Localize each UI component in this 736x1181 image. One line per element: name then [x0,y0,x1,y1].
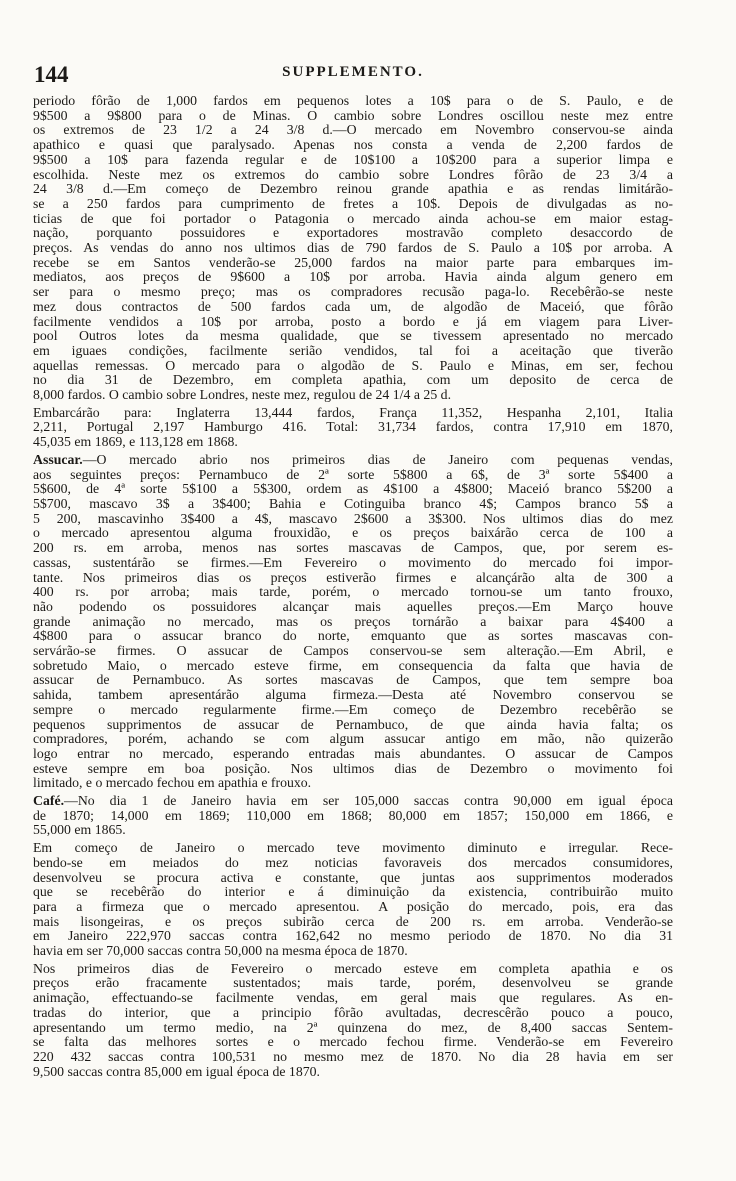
text-line [33,182,673,197]
text-line [33,94,673,109]
line-text: sobretudo Maio, o mercado esteve firme, em consequencia da falta que havia de [33,658,673,673]
text-line [33,241,673,256]
line-text: compradores, porém, achando se com algum assucar antigo em mão, não quizerão [33,732,673,747]
line-text: 55,000 em 1865. [33,823,126,838]
line-text: 5$600, de 4ª sorte 5$100 a 5$300, ordem as 4$100 a 4$800; Maceió branco 5$200 a [33,482,673,497]
line-text: logo entrar no mercado, esperando entradas mais abundantes. O assucar de Campos [33,746,673,761]
text-line [33,153,673,168]
line-text: em Janeiro 222,970 saccas contra 162,642 no mesmo periodo de 1870. No dia 31 [33,929,673,944]
line-text: 4$800 para o assucar branco do norte, emquanto que as sortes mascavas con- [33,629,673,644]
text-line [33,512,673,527]
line-text: em iguaes condições, facilmente serião vendidos, tal foi a aceitação que tiverão [33,343,673,358]
page-number: 144 [34,62,69,87]
line-text: sempre o mercado regularmente firme.—Em começo de Dezembro recebêrão se [33,702,673,717]
text-line [33,329,673,344]
line-text: de 1870; 14,000 em 1869; 110,000 em 1868; 80,000 em 1857; 150,000 em 1866, e [33,808,673,823]
line-text: ser para o mesmo preço; mas os compradores recusão paga-lo. Recebêrão-se neste [33,285,673,300]
text-line [33,359,673,374]
line-text: 9,500 saccas contra 85,000 em igual época de 1870. [33,1064,320,1079]
line-text: preços erão fracamente sustentados; mais tarde, porém, desenvolveu se grande [33,976,673,991]
text-line [33,388,673,403]
line-text: Nos primeiros dias de Fevereiro o mercado esteve em completa apathia e os [33,961,673,976]
line-text: tradas do interior, que a principio fôrão avultadas, decrescêrão pouco a pouco, [33,1005,673,1020]
line-text: animação, effectuando-se facilmente vendas, em geral mais que regulares. As en- [33,991,673,1006]
text-line [33,762,673,777]
line-text: assucar de Pernambuco. As sortes mascavas de Campos, que tem sempre boa [33,673,673,688]
line-text: os extremos de 23 1/2 a 24 3/8 d.—O mercado em Novembro conservou-se ainda [33,123,673,138]
text-line [33,629,673,644]
line-text: que se recebêrão do interior e á diminuição da existencia, contribuirão muito [33,885,673,900]
running-title: SUPPLEMENTO. [282,64,424,80]
text-line [33,420,673,435]
text-line [33,300,673,315]
text-line [33,856,673,871]
line-text: 5 200, mascavinho 3$400 a 4$, mascavo 2$600 a 3$300. Nos ultimos dias do mez [33,511,673,526]
text-line [33,270,673,285]
line-text: bendo-se em meiados do mez noticias favoraveis dos mercados consumidores, [33,855,673,870]
line-text: pool Outros lotes da mesma qualidade, que se tivessem apresentado no mercado [33,329,673,344]
line-text: o mercado apresentou alguma frouxidão, e os preços baixárão cerca de 100 a [33,526,673,541]
line-text: desenvolveu se procura activa e constante, que juntas aos supprimentos moderados [33,870,673,885]
line-text: apathico e quasi que paralysado. Apenas nos consta a venda de 2,200 fardos de [33,138,673,153]
line-text: 220 432 saccas contra 100,531 no mesmo mez de 1870. No dia 28 havia em ser [33,1050,673,1064]
line-text: recebe se em Santos venderão-se 25,000 fardos na maior parte para embarques im- [33,255,673,270]
text-line [33,109,673,124]
text-line [33,1050,673,1065]
text-line [33,482,673,497]
text-line [33,673,673,688]
text-line [33,718,673,733]
text-line [33,615,673,630]
line-text: 45,035 em 1869, e 113,128 em 1868. [33,435,238,450]
line-text: grande animação no mercado, mas os preços tornárão a baixar para 4$400 a [33,614,673,629]
text-line [33,1035,673,1050]
line-text: Embarcárão para: Inglaterra 13,444 fardos, França 11,352, Hespanha 2,101, Italia [33,405,673,420]
text-line [33,285,673,300]
text-line [33,644,673,659]
text-line [33,256,673,271]
line-text: pequenos supprimentos de assucar de Pernambuco, de que ainda havia falta; os [33,717,673,732]
line-text: 5$700, mascavo 3$ a 3$400; Bahia e Cotinguiba branco 4$; Campos branco 5$ a [33,496,673,511]
text-line [33,823,673,838]
line-text: 200 rs. em arroba, menos nas sortes mascavas de Campos, que, por serem es- [33,541,673,556]
text-line [33,600,673,615]
page-header [30,62,676,86]
text-line [33,962,673,977]
line-text: aquellas remessas. O mercado para o algodão de S. Paulo e Minas, em ser, fechou [33,358,673,373]
text-line [33,453,673,468]
line-text: servárão-se firmes. O assucar de Campos conservou-se sem alteração.—Em Abril, e [33,644,673,659]
line-text: preços. As vendas do anno nos ultimos dias de 790 fardos de S. Paulo a 10$ por arroba. A [33,241,673,256]
line-text: escolhida. Neste mez os extremos do cambio sobre Londres fôrão de 23 3/4 a [33,167,673,182]
line-text: periodo fôrão de 1,000 fardos em pequenos lotes a 10$ para o de S. Paulo, e de [33,94,673,108]
text-line [33,497,673,512]
line-text: não podendo os possuidores alcançar mais aquelles preços.—Em Março houve [33,599,673,614]
text-body [33,94,673,1079]
section-heading: Café. [33,794,65,809]
text-line [33,526,673,541]
text-line [33,1065,673,1080]
text-line [33,915,673,930]
text-line [33,976,673,991]
text-line [33,212,673,227]
line-text: apresentando um termo medio, na 2ª quinzena do mez, de 8,400 saccas Sentem- [33,1020,673,1035]
line-text: 9$500 a 10$ para fazenda regular e de 10$100 a 10$200 para a superior limpa e [33,152,673,167]
line-text: se a 250 fardos para cumprimento de fretes a 10$. Depois de divulgadas as no- [33,196,673,211]
text-line [33,871,673,886]
text-line [33,585,673,600]
text-line [33,659,673,674]
section-heading: Assucar. [33,452,83,467]
text-line [33,468,673,483]
line-text: Em começo de Janeiro o mercado teve movimento diminuto e irregular. Rece- [33,841,673,856]
text-line [33,885,673,900]
text-line [33,315,673,330]
line-text: esteve sempre em boa posição. Nos ultimos dias de Dezembro o movimento foi [33,761,673,776]
text-line [33,688,673,703]
line-text: 2,211, Portugal 2,197 Hamburgo 416. Total: 31,734 fardos, contra 17,910 em 1870, [33,420,673,435]
line-text: tante. Nos primeiros dias os preços estiverão firmes e alcançárão alta de 300 a [33,570,673,585]
text-line [33,794,673,809]
text-line [33,435,673,450]
text-line [33,541,673,556]
text-line [33,991,673,1006]
text-line [33,776,673,791]
line-text: sahida, tambem apresentárão alguma firmeza.—Desta até Novembro conservou se [33,688,673,703]
text-line [33,571,673,586]
text-line [33,344,673,359]
line-text: mais lisongeiras, e os preços subirão cerca de 200 rs. em arroba. Venderão-se [33,914,673,929]
text-line [33,703,673,718]
line-text: no dia 31 de Dezembro, em completa apathia, com um deposito de cerca de [33,373,673,388]
text-line [33,732,673,747]
text-line [33,841,673,856]
line-text: havia em ser 70,000 saccas contra 50,000 na mesma época de 1870. [33,944,408,959]
line-text: limitado, e o mercado fechou em apathia e frouxo. [33,776,312,791]
line-text: 24 3/8 d.—Em começo de Dezembro reinou grande apathia e as rendas limitárão- [33,182,673,197]
text-line [33,809,673,824]
text-line [33,900,673,915]
text-line [33,747,673,762]
text-line [33,929,673,944]
text-line [33,138,673,153]
text-line [33,226,673,241]
line-text: cassas, sustentárão se firmes.—Em Fevereiro o movimento do mercado foi impor- [33,555,673,570]
line-text: para a firmeza que o mercado apresentou. A posição do mercado, pois, era das [33,899,673,914]
text-line [33,1021,673,1036]
line-text: aos seguintes preços: Pernambuco de 2ª sorte 5$800 a 6$, de 3ª sorte 5$400 a [33,467,673,482]
line-text: mez dous contractos de 500 fardos cada um, de algodão de Maceió, que fôrão [33,299,673,314]
line-text: se falta das melhores sortes e o mercado fechou firme. Venderão-se em Fevereiro [33,1035,673,1050]
line-text: 400 rs. por arroba; mais tarde, porém, o mercado tornou-se um tanto frouxo, [33,585,673,600]
text-line [33,556,673,571]
line-text: nação, porquanto possuidores e exportadores mostravão completo desaccordo de [33,226,673,241]
line-text: 9$500 a 9$800 para o de Minas. O cambio sobre Londres oscillou neste mez entre [33,108,673,123]
text-line [33,944,673,959]
text-line [33,373,673,388]
text-line [33,168,673,183]
text-line [33,197,673,212]
text-line [33,1006,673,1021]
line-text: 8,000 fardos. O cambio sobre Londres, neste mez, regulou de 24 1/4 a 25 d. [33,388,452,403]
line-text: facilmente vendidos a 10$ por arroba, posto a bordo e já em viagem para Liver- [33,314,673,329]
text-line [33,123,673,138]
line-text: —O mercado abrio nos primeiros dias de Janeiro com pequenas vendas, [82,452,673,467]
text-line [33,406,673,421]
line-text: mediatos, aos preços de 9$600 a 10$ por arroba. Havia ainda algum genero em [33,270,673,285]
line-text: ticias de que foi portador o Patagonia o mercado ainda achou-se em maior estag- [33,211,673,226]
line-text: —No dia 1 de Janeiro havia em ser 105,000 saccas contra 90,000 em igual época [64,794,673,809]
